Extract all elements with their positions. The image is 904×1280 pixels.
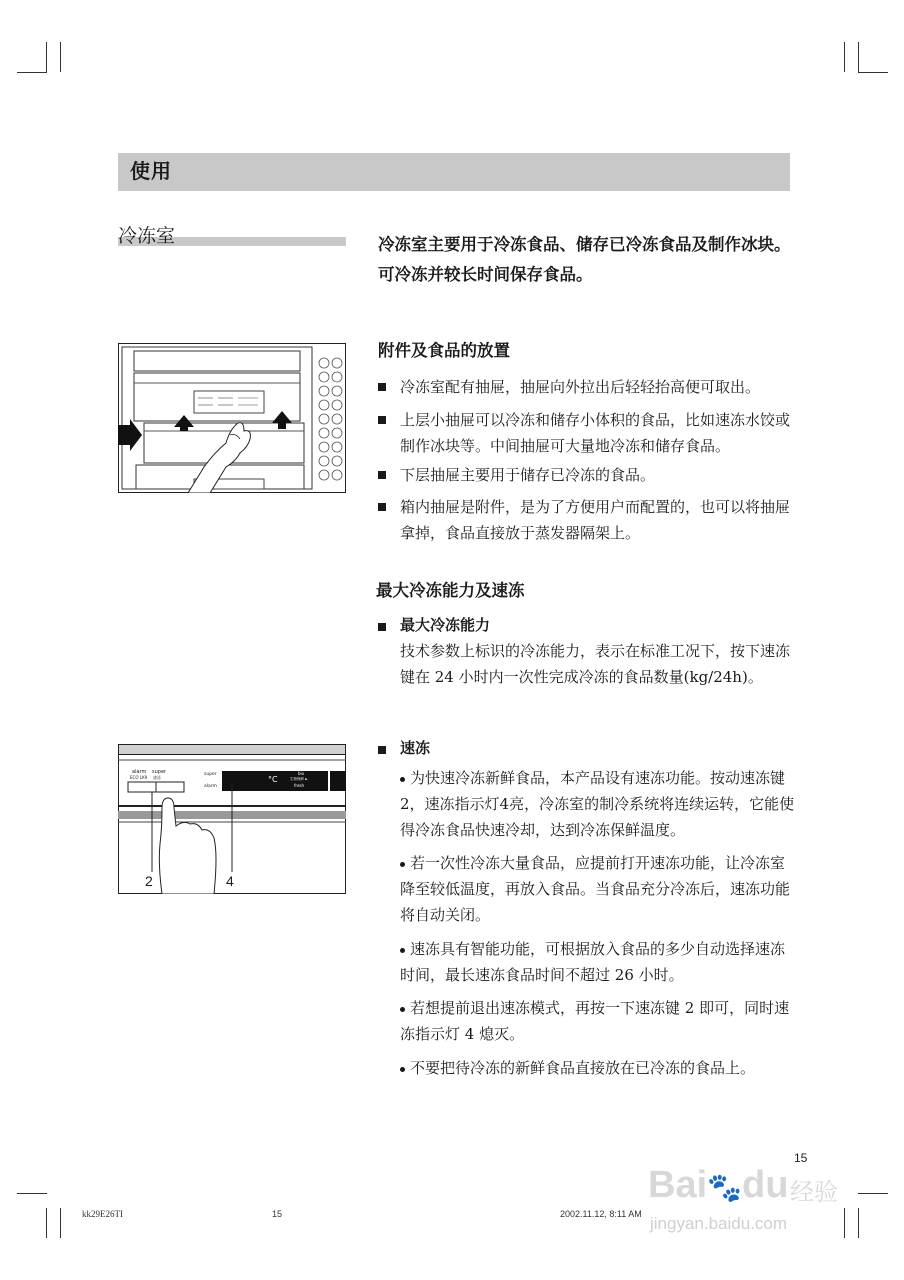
capacity-heading: 最大冷冻能力及速冻 [376,581,525,600]
max-capacity-item [378,614,796,690]
callout-label: 2 [145,873,153,889]
control-panel-illustration [118,744,346,894]
panel-bio-sublabel: 生物保鲜 ► [290,777,308,781]
quick-freeze-point-text: 若一次性冷冻大量食品，应提前打开速冻功能，让冷冻室降至较低温度，再放入食品。当食品充分冷冻后，速冻功能将自动关闭。 [400,854,791,924]
panel-alarm-right-label: alarm [204,784,217,789]
dot-bullet-icon [400,1067,405,1072]
crop-mark [46,1208,47,1238]
chapter-header-bar [118,153,790,191]
watermark-brand: Bai [648,1164,708,1206]
footer-date: 2002.11.12, 8:11 AM [560,1209,642,1219]
quick-freeze-point [400,995,796,1047]
quick-freeze-point-text: 不要把待冷冻的新鲜食品直接放在已冷冻的食品上。 [410,1059,756,1077]
square-bullet-icon [378,416,386,424]
panel-super-label: super [152,769,167,775]
quick-freeze-item [378,737,796,759]
max-capacity-text: 技术参数上标识的冷冻能力，表示在标准工况下，按下速冻键在 24 小时内一次性完成冷冻的食品数量(kg/24h)。 [400,642,791,686]
crop-mark [17,1193,47,1194]
dot-bullet-icon [400,862,405,867]
quick-freeze-point [400,765,796,843]
square-bullet-icon [378,623,386,631]
square-bullet-icon [378,471,386,479]
panel-super-right-label: super [204,772,217,777]
quick-freeze-title: 速冻 [400,739,431,757]
crop-mark [844,1208,845,1238]
max-capacity-title: 最大冷冻能力 [400,616,491,634]
panel-display-unit: °C [268,775,278,784]
watermark-url: jingyan.baidu.com [650,1214,788,1233]
accessories-item [378,494,796,546]
crop-mark [844,42,845,72]
control-panel-drawing [118,744,346,894]
quick-freeze-point-text: 若想提前退出速冻模式，再按一下速冻键 2 即可，同时速冻指示灯 4 熄灭。 [400,999,790,1043]
crop-mark [60,42,61,72]
freezer-drawer-illustration [118,343,346,493]
watermark-cn: 经验 [790,1178,838,1206]
panel-alarm-sublabel: ECO LK9 [130,775,148,780]
panel-fresh-label: fresh [294,783,305,788]
crop-mark [60,1208,61,1238]
watermark-logo [648,1164,788,1207]
square-bullet-icon [378,746,386,754]
accessories-item [378,407,796,459]
crop-mark [17,72,47,73]
panel-alarm-label: alarm [132,769,147,775]
quick-freeze-point [400,850,796,928]
dot-bullet-icon [400,948,405,953]
watermark-brand2: du [742,1164,789,1206]
accessories-item [378,462,796,488]
callout-label: 4 [226,873,234,889]
panel-bio-label: bio [298,771,305,776]
footer-page: 15 [272,1209,283,1219]
section-label-text: 冷冻室 [118,225,176,247]
square-bullet-icon [378,503,386,511]
crop-mark [858,42,859,72]
intro-paragraph: 冷冻室主要用于冷冻食品、储存已冷冻食品及制作冰块。可冷冻并较长时间保存食品。 [378,235,791,284]
crop-mark [858,1193,888,1194]
dot-bullet-icon [400,1007,405,1012]
panel-super-sublabel: 速冻 [153,775,161,780]
chapter-title: 使用 [130,159,172,183]
crop-mark [858,72,888,73]
quick-freeze-point [400,1055,796,1081]
accessories-item-text: 下层抽屉主要用于储存已冷冻的食品。 [400,466,656,484]
footer-file: kk29E26TI [82,1209,123,1219]
quick-freeze-point [400,936,796,988]
square-bullet-icon [378,383,386,391]
paw-icon: 🐾 [707,1172,743,1203]
dot-bullet-icon [400,777,405,782]
section-label [118,224,175,248]
page-number: 15 [794,1151,808,1165]
accessories-item-text: 箱内抽屉是附件，是为了方便用户而配置的，也可以将抽屉拿掉，食品直接放于蒸发器隔架上。 [400,498,791,542]
crop-mark [858,1208,859,1238]
accessories-item [378,374,796,400]
accessories-item-text: 冷冻室配有抽屉，抽屉向外拉出后轻轻抬高便可取出。 [400,378,761,396]
accessories-item-text: 上层小抽屉可以冷冻和储存小体积的食品，比如速冻水饺或制作冰块等。中间抽屉可大量地冷冻和储存食品。 [400,411,791,455]
quick-freeze-point-text: 速冻具有智能功能，可根据放入食品的多少自动选择速冻时间，最长速冻食品时间不超过 26 小时。 [400,940,786,984]
quick-freeze-point-text: 为快速冷冻新鲜食品，本产品设有速冻功能。按动速冻键2，速冻指示灯4亮，冷冻室的制冷系统将连续运转，它能使得冷冻食品快速冷却，达到冷冻保鲜温度。 [400,769,795,839]
crop-mark [46,42,47,72]
accessories-heading: 附件及食品的放置 [378,341,510,360]
